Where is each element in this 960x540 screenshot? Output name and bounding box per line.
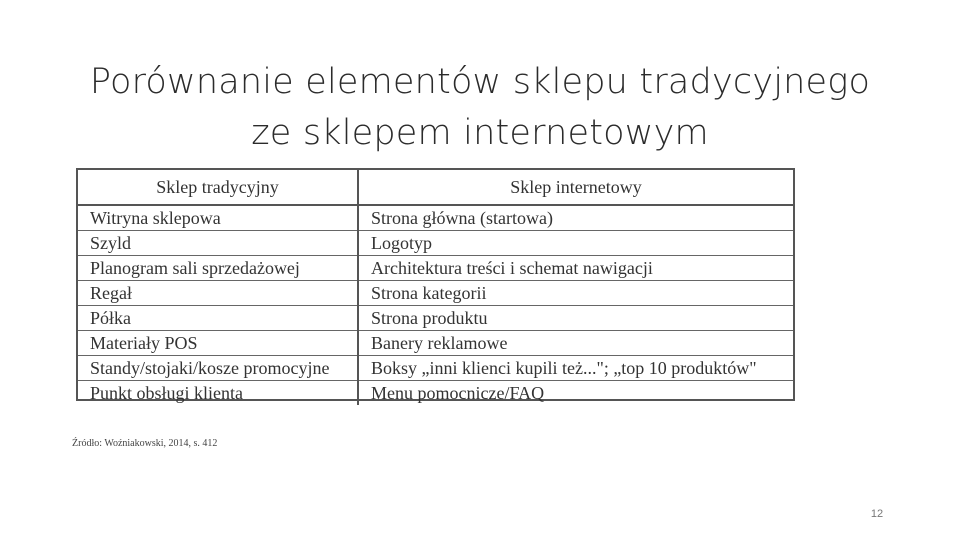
header-traditional-store: Sklep tradycyjny — [78, 170, 358, 205]
table-row — [78, 306, 793, 331]
table-row — [78, 256, 793, 281]
cell-online: Boksy „inni klienci kupili też..."; „top 10 produktów" — [358, 356, 793, 381]
source-note: Źródło: Woźniakowski, 2014, s. 412 — [72, 438, 218, 449]
cell-traditional: Regał — [78, 281, 358, 306]
cell-traditional: Szyld — [78, 231, 358, 256]
table-row — [78, 356, 793, 381]
table-row — [78, 281, 793, 306]
comparison-table-frame — [76, 168, 795, 401]
slide-title-line-2: ze sklepem internetowym — [251, 113, 709, 154]
cell-online: Logotyp — [358, 231, 793, 256]
cell-traditional: Standy/stojaki/kosze promocyjne — [78, 356, 358, 381]
cell-traditional: Planogram sali sprzedażowej — [78, 256, 358, 281]
cell-online: Strona produktu — [358, 306, 793, 331]
comparison-table — [78, 170, 793, 405]
cell-online: Architektura treści i schemat nawigacji — [358, 256, 793, 281]
slide-title — [0, 57, 960, 159]
table-row — [78, 331, 793, 356]
header-online-store: Sklep internetowy — [358, 170, 793, 205]
cell-traditional: Punkt obsługi klienta — [78, 381, 358, 406]
table-header-row — [78, 170, 793, 205]
page-number: 12 — [870, 508, 884, 520]
table-row — [78, 205, 793, 231]
cell-traditional: Półka — [78, 306, 358, 331]
cell-online: Banery reklamowe — [358, 331, 793, 356]
cell-traditional: Witryna sklepowa — [78, 205, 358, 231]
table-row — [78, 381, 793, 406]
slide-title-line-1: Porównanie elementów sklepu tradycyjnego — [89, 62, 871, 103]
cell-online: Strona kategorii — [358, 281, 793, 306]
cell-online: Strona główna (startowa) — [371, 207, 553, 228]
cell-online: Menu pomocnicze/FAQ — [358, 381, 793, 406]
table-row — [78, 231, 793, 256]
cell-traditional: Materiały POS — [78, 331, 358, 356]
